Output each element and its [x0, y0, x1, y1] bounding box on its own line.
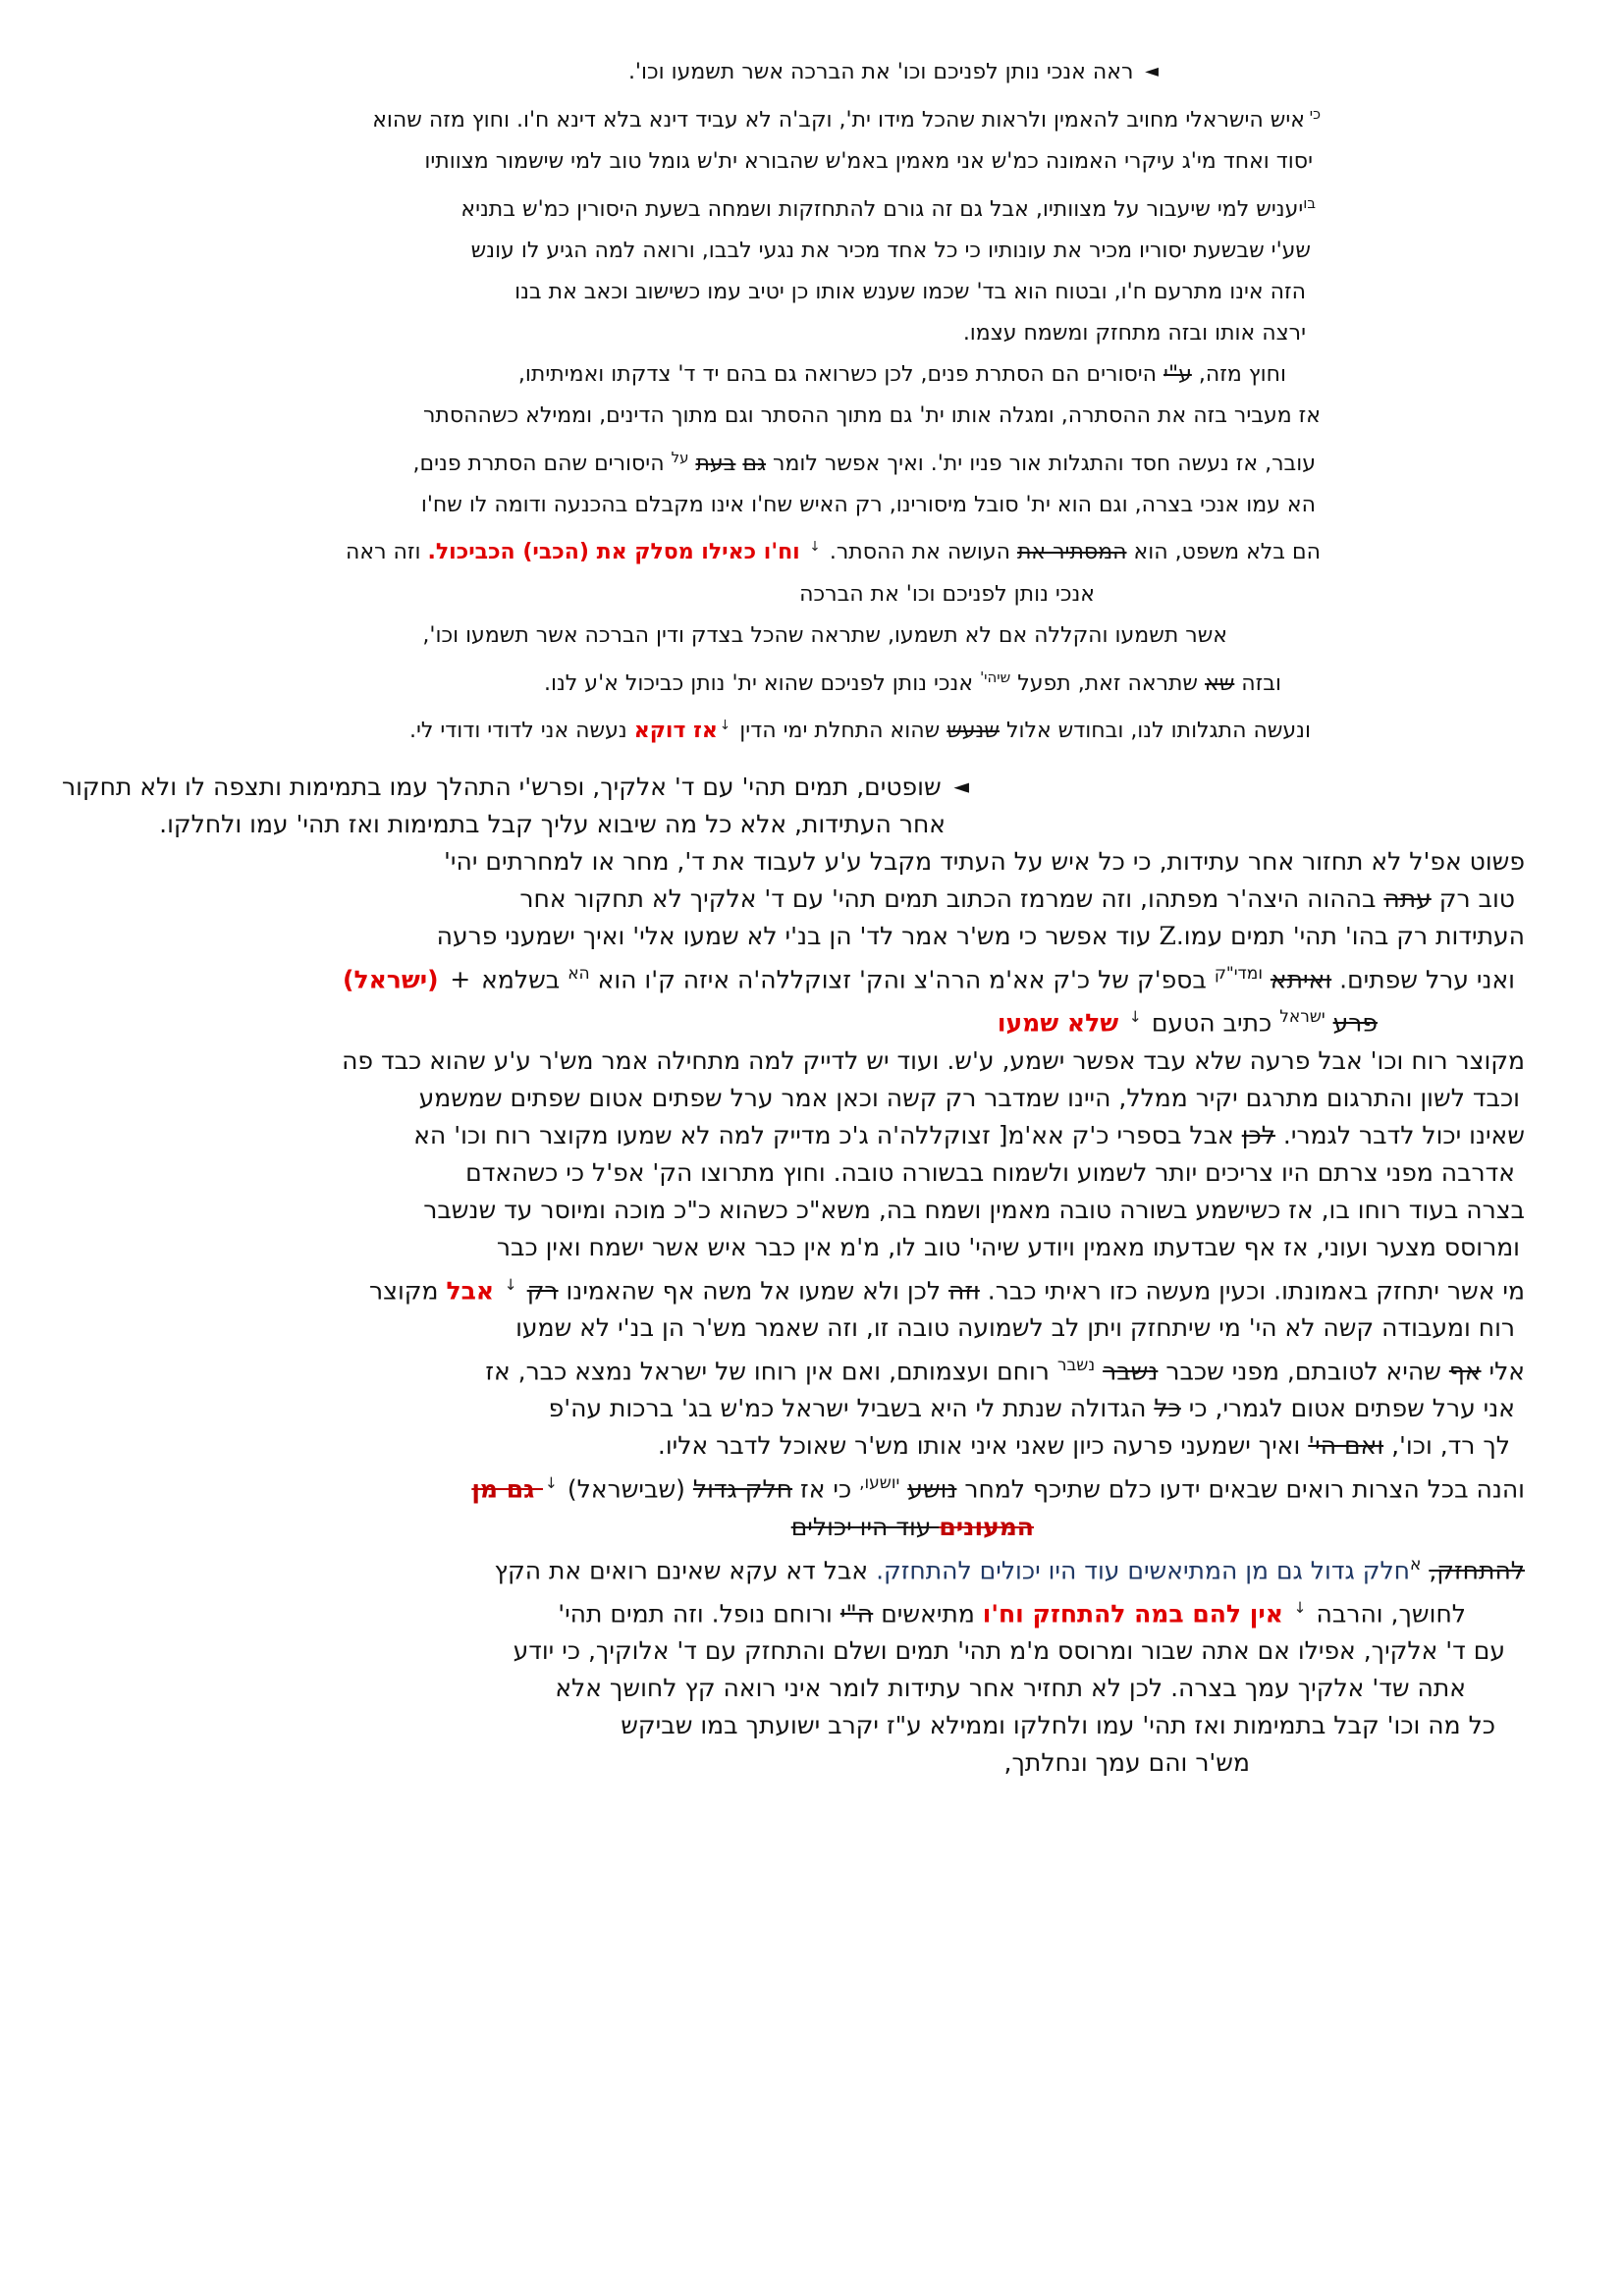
struck-text: ואם הי'	[1308, 1431, 1384, 1461]
body-text: וחוץ מזה,	[1191, 362, 1286, 388]
body-text: הגדולה שנתת לי היא בשביל ישראל כמ'ש בג' ברכות עה'פ	[548, 1394, 1155, 1423]
body-text: אבל דא עקא שאינם רואים את הקץ	[494, 1556, 877, 1585]
body-text: מקוצר רוח וכו' אבל פרעה שלא עבד אפשר ישמע, ע'ש. ועוד יש לדייק למה מתחילה אמר מש'ר ע'ע שהוא כבד פה	[342, 1045, 1525, 1075]
body-text: אלי	[1481, 1357, 1525, 1386]
text-line	[0, 1509, 1525, 1546]
text-line	[0, 141, 1321, 183]
body-text: רוח ומעבודה קשה לא הי' מי שיתחזק ויתן לב לשמועה טובה זו, וזה שאמר מש'ר הן בנ'י לא שמעו	[515, 1313, 1515, 1343]
blue-insertion-text: חלק גדול גם מן המתיאשים עוד היו יכולים להתחזק.	[876, 1556, 1411, 1585]
red-insertion-text: אבל	[446, 1276, 503, 1306]
struck-text: עתה	[1383, 884, 1432, 914]
text-line	[0, 1744, 1525, 1782]
body-text: אשר תשמעו והקללה אם לא תשמעו, שתראה שהכל בצדק ודין הברכה אשר תשמעו וכו',	[422, 622, 1227, 648]
struck-text: נשבר	[1103, 1357, 1159, 1386]
superscript-insertion: הא	[568, 964, 590, 985]
body-text: כתיב הטעם	[1143, 1008, 1280, 1038]
superscript-insertion: ומדי"ק	[1214, 964, 1263, 985]
body-text: הם בלא משפט, הוא	[1126, 540, 1321, 565]
insertion-caret-icon: ↓	[504, 1275, 517, 1294]
body-text: וכבד לשון והתרגום מתרגם יקיר ממלל, היינו שמדבר רק קשה וכאן אמר ערל שפתים אטום שפתים שמשמע	[418, 1083, 1520, 1112]
body-text: הא עמו אנכי בצרה, וגם הוא ית' סובל מיסורינו, רק האיש שח'ו אינו מקבלם בהכנעה ודומה לו שח'ו	[420, 493, 1316, 518]
text-line	[0, 843, 1525, 881]
body-text: בצרה בעוד רוחו בו, אז כשישמע בשורה טובה מאמין ושמח בה, משא"כ כשהוא כ"כ מוכה ומיוסר עד שנשבר	[423, 1195, 1525, 1224]
superscript-insertion: נשבר	[1056, 1356, 1096, 1376]
body-text: אתה שד' אלקיך עמך בצרה. לכן לא תחזיר אחר עתידות לומר איני רואה קץ לחושך אלא	[555, 1674, 1466, 1703]
body-text: עם ד' אלקיך, אפילו אם אתה שבור ומרוסס מ'מ תהי' תמים ושלם והתחזק עם ד' אלוקיך, כי יודע	[513, 1636, 1505, 1666]
text-line	[0, 705, 1321, 752]
struck-text: עוד היו יכולים	[790, 1512, 940, 1541]
struck-text: ה"י	[839, 1599, 874, 1629]
body-text: איש הישראלי מחויב להאמין ולראות שהכל מידו ית', וקב'ה לא עביד דינא בלא דינא ח'ו. וחוץ מזה שהוא	[372, 108, 1305, 133]
struck-text: פרע	[1332, 1008, 1378, 1038]
body-text: (שבישראל)	[559, 1474, 693, 1504]
body-text: טוב רק	[1431, 884, 1515, 914]
struck-text: נושע	[907, 1474, 957, 1504]
text-line	[0, 806, 1525, 843]
superscript-insertion: שיהי'	[980, 667, 1011, 686]
plus-mark: +	[450, 965, 471, 994]
body-text: עובר, אז נעשה חסד והתגלות אור פניו ית'. ואיך אפשר לומר	[766, 452, 1316, 477]
red-insertion-text: אז דוקא	[633, 719, 718, 744]
text-line	[0, 272, 1321, 313]
text-line	[0, 1154, 1525, 1192]
body-text: יעניש למי שיעבור על מצוותיו, אבל גם זה גורם להתחזקות ושמחה בשעת היסורין כמ'ש בתניא	[460, 197, 1304, 223]
text-line	[0, 231, 1321, 272]
struck-text: ע"י	[1163, 362, 1192, 388]
body-text: אחר העתידות, אלא כל מה שיבוא עליך קבל בתמימות ואז תהי' עמו ולחלקו.	[159, 810, 946, 839]
body-text	[1325, 1009, 1333, 1038]
body-text: בההוה היצה'ר מפתהו, וזה שמרמז הכתוב תמים תהי' עם ד' אלקיך לא תחקור אחר	[519, 884, 1384, 914]
paragraph-marker-icon: ◄	[947, 774, 969, 799]
insertion-caret-icon: ↓	[544, 1474, 558, 1493]
text-line	[0, 1589, 1525, 1632]
body-text: אבל בספרי כ'ק אא'מ[ זצוקללה'ה ג'כ מדייק למה לא שמעו מקוצר רוח וכו' הא	[413, 1120, 1242, 1149]
body-text: מש'ר והם עמך ונחלתך,	[1003, 1748, 1250, 1778]
text-line	[0, 615, 1321, 657]
text-line	[0, 485, 1321, 526]
body-text: אנכי נותן לפניכם שהוא ית' נותן כביכול א'ע לנו.	[544, 670, 981, 696]
body-text	[1263, 965, 1271, 993]
body-text: כי אז	[792, 1474, 860, 1504]
body-text: והנה בכל הצרות רואים שבאים ידעו כלם שתיכף למחר	[956, 1474, 1525, 1504]
superscript-insertion: בו	[1303, 194, 1316, 213]
body-text: רוחם ועצמותם, ואם אין רוחו של ישראל נמצא כבר, אז	[485, 1357, 1057, 1386]
text-line	[0, 396, 1321, 437]
insertion-caret-icon: ↓	[809, 539, 821, 556]
body-text: ואיך ישמעני פרעה כיון שאני איני אותו מש'ר שאוכל לדבר אליו.	[657, 1431, 1309, 1461]
stray-z-character: Z	[1159, 922, 1176, 951]
body-text	[1095, 1357, 1103, 1385]
body-text: לך רד, וכו',	[1383, 1431, 1510, 1461]
body-text: בספ'ק של כ'ק אא'מ הרה'צ והק' זצוקללה'ה איזה ק'ו הוא	[589, 965, 1215, 994]
body-text: שופטים, תמים תהי' עם ד' אלקיך, ופרש'י התהלך עמו בתמימות ותצפה לו ולא תחקור	[61, 773, 942, 802]
body-text: היסורים שהם הסתרת פנים,	[412, 452, 672, 477]
body-text: היסורים הם הסתרת פנים, לכן כשרואה גם בהם יד ד' צדקתו ואמיתיתו,	[517, 362, 1164, 388]
body-text: ובזה	[1234, 670, 1281, 696]
struck-text: לכן	[1241, 1120, 1275, 1149]
body-text: מי אשר יתחזק באמונתו. וכעין מעשה כזו ראיתי כבר.	[979, 1276, 1525, 1306]
text-line	[0, 354, 1321, 396]
body-text: מקוצר	[369, 1276, 447, 1306]
body-text: העושה את ההסתר.	[822, 540, 1017, 565]
superscript-insertion: ישראל	[1279, 1007, 1325, 1028]
text-line	[0, 1465, 1525, 1508]
text-line	[0, 1117, 1525, 1154]
text-line	[0, 881, 1525, 918]
text-line	[0, 1309, 1525, 1347]
insertion-caret-icon: ↓	[719, 717, 731, 733]
body-text: שתראה זאת, תפעל	[1010, 670, 1205, 696]
body-text: שאינו יכול לדבר לגמרי.	[1274, 1120, 1525, 1149]
struck-text: להתחזק,	[1429, 1556, 1525, 1585]
struck-text: שא	[1205, 670, 1235, 696]
body-text: העתידות רק בהו' תהי' תמים עמו.	[1175, 922, 1525, 951]
body-text: לכן ולא שמעו אל משה אף שהאמינו	[558, 1276, 949, 1306]
body-text: ראה אנכי נותן לפניכם וכו' את הברכה אשר תשמעו וכו'.	[627, 59, 1134, 84]
body-text: שהוא התחלת ימי הדין	[732, 719, 947, 744]
body-text: אני ערל שפתים אטום לגמרי, כי	[1180, 1394, 1515, 1423]
body-text: כל מה וכו' קבל בתמימות ואז תהי' עמו ולחלקו וממילא ע"ז יקרב ישועתך במו שביקש	[621, 1711, 1495, 1740]
struck-text: וזה	[948, 1276, 980, 1306]
struck-text: ואיתא	[1270, 965, 1332, 994]
body-text: פשוט אפ'ל לא תחזור אחר עתידות, כי כל איש על העתיד מקבל ע'ע לעבוד את ד', מחר או למחרתים יהי'	[444, 847, 1525, 877]
text-line	[0, 93, 1321, 141]
red-insertion-text: שלא שמעו	[997, 1008, 1127, 1038]
struck-text: חלק גדול	[692, 1474, 793, 1504]
text-line	[0, 437, 1321, 485]
text-line	[0, 1229, 1525, 1266]
body-text: מתיאשים	[873, 1599, 983, 1629]
text-line	[0, 955, 1525, 998]
body-text: בשלמא	[473, 965, 568, 994]
text-line	[0, 768, 1525, 806]
text-line	[0, 526, 1321, 573]
body-text: וזה ראה	[346, 540, 428, 565]
superscript-insertion: על	[671, 449, 689, 467]
text-line	[0, 1707, 1525, 1744]
struck-text: כל	[1154, 1394, 1181, 1423]
body-text	[519, 1276, 527, 1305]
body-text: נעשה אני לדודי ודודי לי.	[408, 719, 634, 744]
paragraph-marker-icon: ◄	[1139, 61, 1159, 81]
text-line	[0, 998, 1525, 1041]
text-line	[0, 657, 1321, 705]
torah-commentary-paragraph-shoftim	[0, 768, 1525, 1782]
body-text: יסוד ואחד מי'ג עיקרי האמונה כמ'ש אני מאמין באמ'ש שהבורא ית'ש גומל טוב למי שישמור מצוותיו	[424, 149, 1313, 175]
torah-commentary-paragraph-reei	[0, 0, 1321, 752]
text-line	[0, 313, 1321, 354]
text-line	[0, 183, 1321, 231]
text-line	[0, 1670, 1525, 1707]
body-text: ורוחם נופל. וזה תמים תהי'	[558, 1599, 840, 1629]
text-line	[0, 1192, 1525, 1229]
body-text: שהיא לטובתם, מפני שכבר	[1158, 1357, 1449, 1386]
text-line	[0, 1347, 1525, 1390]
struck-text: אף	[1448, 1357, 1482, 1386]
text-line	[0, 1042, 1525, 1080]
red-struck-text: המעונים	[939, 1512, 1034, 1541]
red-insertion-text: וח'ו כאילו מסלק את (הכבי) הכביכול.	[427, 540, 808, 565]
body-text: לחושך, והרבה	[1308, 1599, 1466, 1629]
body-text: ירצה אותו ובזה מתחזק ומשמח עצמו.	[962, 321, 1306, 347]
superscript-insertion: א	[1410, 1554, 1422, 1575]
text-line	[0, 1427, 1525, 1465]
text-line	[0, 1080, 1525, 1117]
text-line	[0, 1266, 1525, 1309]
body-text: עוד אפשר כי מש'ר אמר לד' הן בנ'י לא שמעו אלי' ואיך ישמעני פרעה	[436, 922, 1160, 951]
struck-text: רק	[526, 1276, 559, 1306]
text-line	[0, 574, 1321, 615]
red-insertion-text: אין להם במה להתחזק וח'ו	[982, 1599, 1292, 1629]
body-text: ונעשה התגלותו לנו, ובחודש אלול	[999, 719, 1311, 744]
struck-text: בעת	[695, 452, 736, 477]
text-line	[0, 1390, 1525, 1427]
body-text: ומרוסס מצער ועוני, אז אף שבדעתו מאמין ויודע שיהי' טוב לו, מ'מ אין כבר איש אשר ישמח ואין כבר	[496, 1232, 1520, 1261]
struck-text: שנעש	[947, 719, 1000, 744]
text-line	[0, 1546, 1525, 1589]
text-line	[0, 51, 1321, 93]
body-text: אדרבה מפני צרתם היו צריכים יותר לשמוע ולשמוח בבשורה טובה. וחוץ מתרוצו הק' אפ'ל כי כשהאדם	[465, 1157, 1515, 1187]
body-text: שע'י שבשעת יסוריו מכיר את עונותיו כי כל אחד מכיר את נגעי לבבו, ורואה למה הגיע לו עונש	[470, 239, 1311, 264]
body-text: אז מעביר בזה את ההסתרה, ומגלה אותו ית' גם מתוך ההסתר וגם מתוך הדינים, וממילא כשההסתר	[423, 403, 1321, 429]
text-line	[0, 1632, 1525, 1670]
struck-text: המסתיר את	[1016, 540, 1127, 565]
red-struck-text: גם מן	[471, 1474, 543, 1504]
body-text: ואני ערל שפתים.	[1331, 965, 1515, 994]
superscript-insertion: יושעו,	[859, 1473, 900, 1494]
body-text: הזה אינו מתרעם ח'ו, ובטוח הוא בד' שכמו שענש אותו כן יטיב עמו כשישוב וכאב את בנו	[514, 280, 1306, 305]
insertion-caret-icon: ↓	[1128, 1008, 1142, 1027]
struck-text: גם	[742, 452, 767, 477]
superscript-insertion: כי	[1304, 104, 1321, 123]
red-insertion-text: (ישראל)	[343, 965, 448, 994]
text-line	[0, 918, 1525, 955]
insertion-caret-icon: ↓	[1293, 1599, 1307, 1618]
body-text: אנכי נותן לפניכם וכו' את הברכה	[799, 581, 1095, 607]
